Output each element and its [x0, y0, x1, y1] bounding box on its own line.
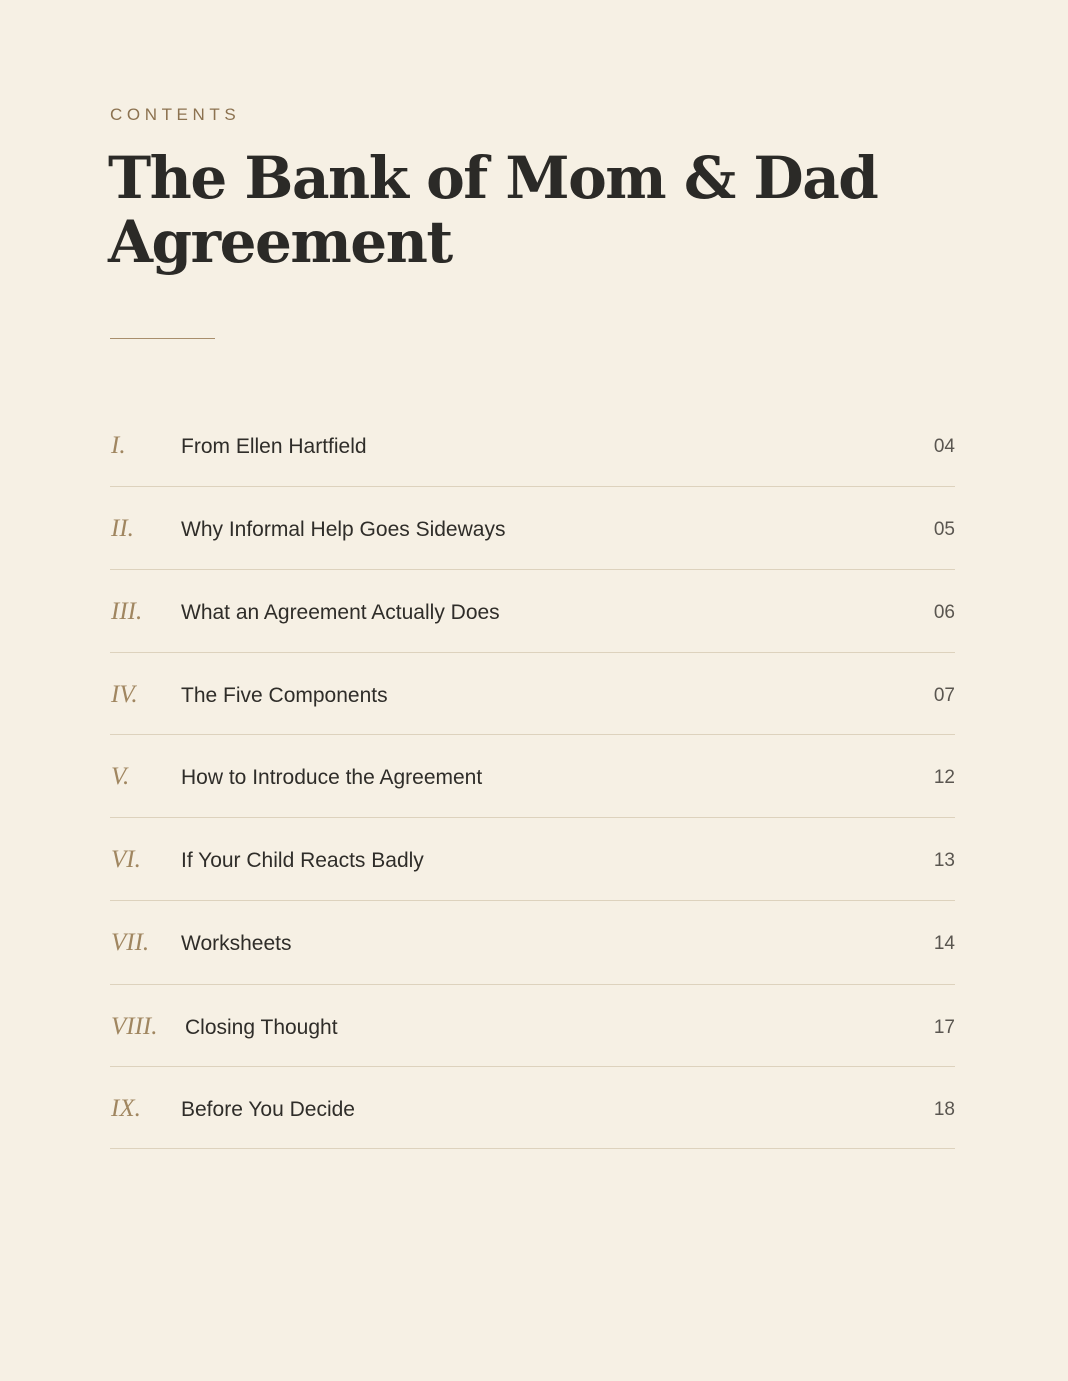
section-kicker: CONTENTS — [110, 105, 241, 124]
title-divider — [110, 338, 215, 339]
toc-label: Worksheets — [181, 932, 292, 955]
toc-numeral: VIII. — [111, 1013, 158, 1040]
toc-page-number: 14 — [933, 933, 955, 954]
toc-entry[interactable] — [110, 404, 955, 487]
toc-label: The Five Components — [181, 684, 388, 707]
toc-label: If Your Child Reacts Badly — [181, 849, 424, 872]
toc-page-number: 07 — [933, 685, 955, 706]
toc-entry[interactable] — [110, 818, 955, 901]
toc-label: How to Introduce the Agreement — [181, 766, 483, 789]
toc-entry[interactable] — [110, 487, 955, 570]
toc-page-number: 04 — [933, 436, 955, 457]
toc-entry[interactable] — [110, 985, 955, 1067]
toc-label: Before You Decide — [181, 1098, 355, 1121]
toc-label: What an Agreement Actually Does — [181, 601, 500, 624]
toc-label: From Ellen Hartfield — [181, 435, 367, 458]
toc-label: Why Informal Help Goes Sideways — [181, 518, 506, 541]
document-title: The Bank of Mom & Dad Agreement — [108, 144, 878, 276]
toc-entry[interactable] — [110, 1067, 955, 1149]
toc-label: Closing Thought — [185, 1016, 338, 1039]
toc-page-number: 18 — [933, 1099, 955, 1120]
toc-entry[interactable] — [110, 570, 955, 653]
toc-page-number: 12 — [933, 767, 955, 788]
toc-entry[interactable] — [110, 901, 955, 985]
toc-entry[interactable] — [110, 735, 955, 818]
table-of-contents — [110, 404, 955, 1149]
toc-numeral: VII. — [111, 929, 150, 956]
toc-page-number: 05 — [933, 519, 955, 540]
toc-numeral: VI. — [111, 846, 141, 873]
toc-page-number: 13 — [933, 850, 955, 871]
toc-numeral: I. — [111, 432, 126, 459]
toc-numeral: II. — [111, 515, 134, 542]
toc-page-number: 06 — [933, 602, 955, 623]
toc-numeral: V. — [111, 763, 130, 790]
toc-numeral: IX. — [111, 1095, 141, 1122]
toc-numeral: IV. — [111, 681, 138, 708]
toc-page-number: 17 — [933, 1017, 955, 1038]
toc-numeral: III. — [111, 598, 143, 625]
toc-entry[interactable] — [110, 653, 955, 735]
